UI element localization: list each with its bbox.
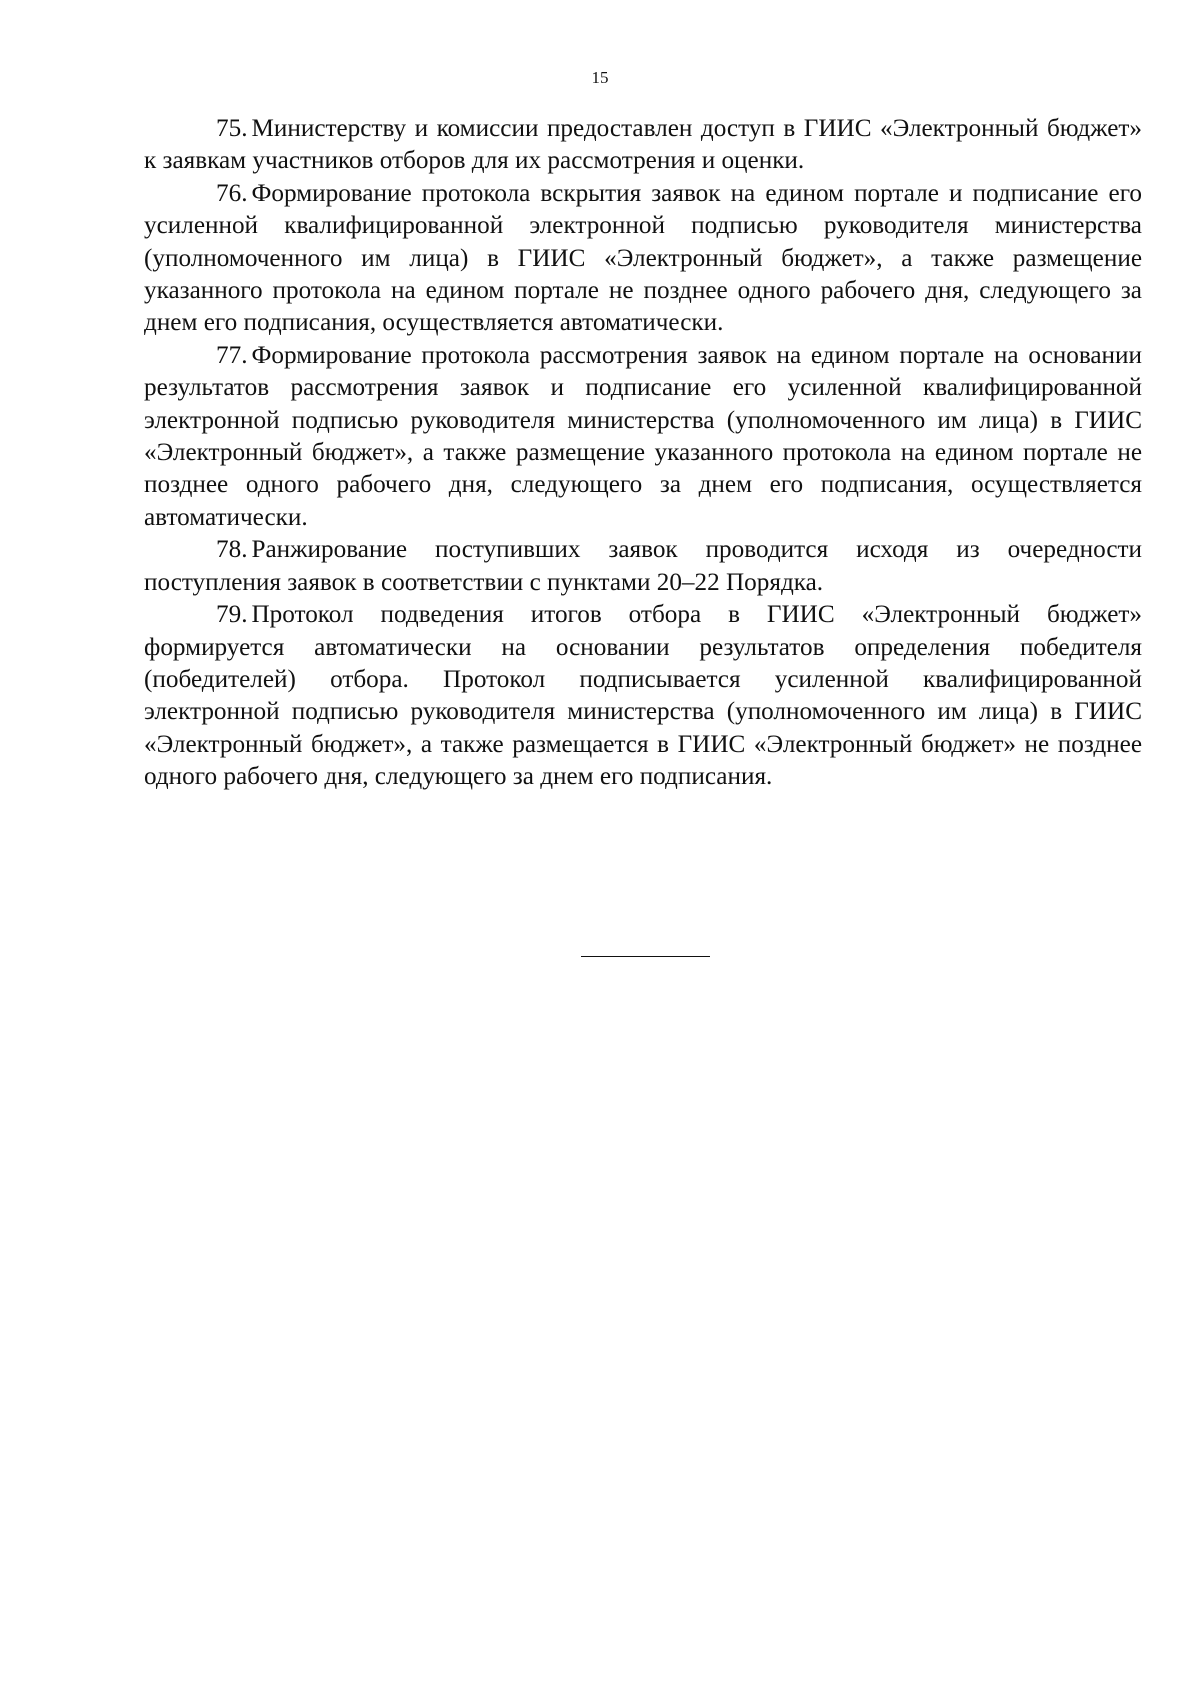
paragraph-text: Протокол подведения итогов отбора в ГИИС «Электронный бюджет» формируется автоматически на основании результатов определения победителя (победителей) отбора. Протокол подписывается усиленной квалифицированной электронной подписью руководителя министерства (уполномоченного им лица) в ГИИС «Электронный бюджет», а также размещается в ГИИС «Электронный бюджет» не позднее одного рабочего дня, следующего за днем его подписания.	[144, 601, 1142, 791]
document-body	[144, 113, 1142, 794]
paragraph-75	[144, 113, 1142, 178]
paragraph-number: 79.	[216, 601, 248, 629]
paragraph-77	[144, 340, 1142, 534]
end-of-text-rule	[581, 956, 710, 957]
paragraph-text: Формирование протокола вскрытия заявок на едином портале и подписание его усиленной квалифицированной электронной подписью руководителя министерства (уполномоченного им лица) в ГИИС «Электронный бюджет», а также размещение указанного протокола на едином портале не позднее одного рабочего дня, следующего за днем его подписания, осуществляется автоматически.	[144, 179, 1142, 337]
paragraph-number: 77.	[216, 341, 248, 369]
paragraph-78	[144, 534, 1142, 599]
paragraph-number: 78.	[216, 536, 248, 564]
paragraph-number: 76.	[216, 179, 248, 207]
paragraph-text: Формирование протокола рассмотрения заявок на едином портале на основании результатов рассмотрения заявок и подписание его усиленной квалифицированной электронной подписью руководителя министерства (уполномоченного им лица) в ГИИС «Электронный бюджет», а также размещение указанного протокола на едином портале не позднее одного рабочего дня, следующего за днем его подписания, осуществляется автоматически.	[144, 341, 1142, 531]
paragraph-76	[144, 178, 1142, 340]
paragraph-number: 75.	[216, 115, 248, 142]
paragraph-text: Ранжирование поступивших заявок проводится исходя из очередности поступления заявок в соответствии с пунктами 20–22 Порядка.	[144, 536, 1142, 596]
paragraph-79	[144, 599, 1142, 793]
page-number: 15	[591, 68, 609, 87]
paragraph-text: Министерству и комиссии предоставлен доступ в ГИИС «Электронный бюджет» к заявкам участников отборов для их рассмотрения и оценки.	[144, 115, 1142, 175]
